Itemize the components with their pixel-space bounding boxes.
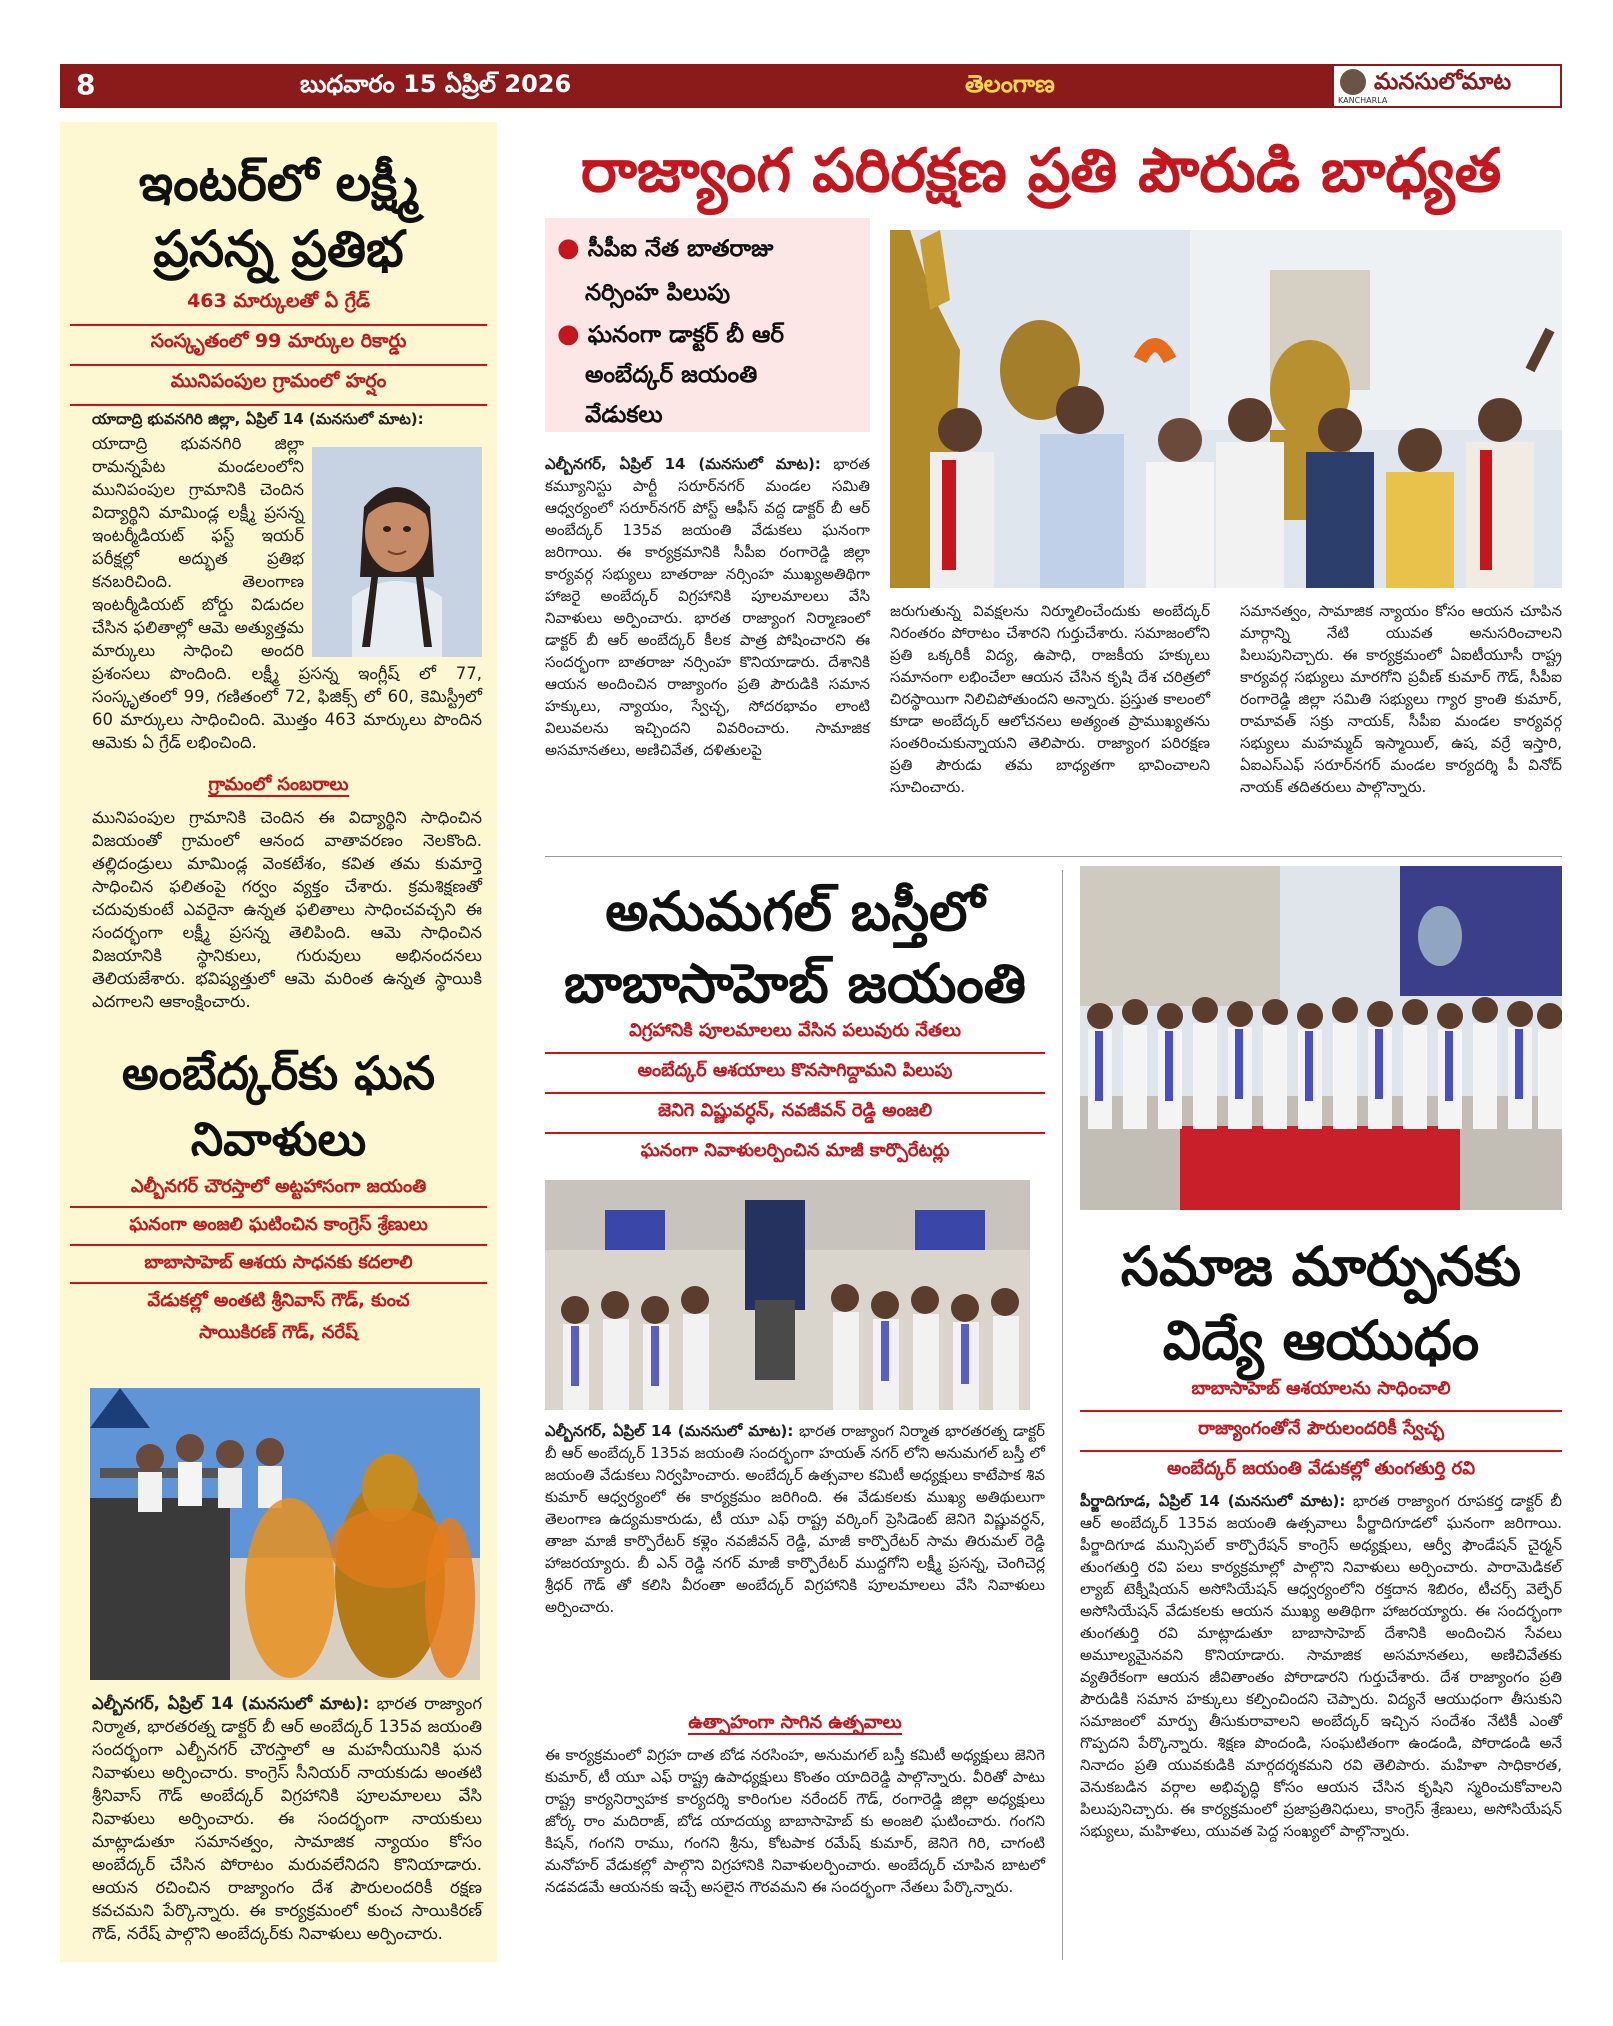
bullet-text: ఘనంగా డాక్టర్ బీ ఆర్: [587, 322, 785, 348]
bullet-icon: ●: [557, 233, 580, 263]
story1-body: [92, 432, 482, 754]
photo-spacer: [304, 432, 482, 658]
story1-sub: సంస్కృతంలో 99 మార్కుల రికార్డు: [150, 330, 407, 352]
top-story-col1: [545, 453, 870, 761]
bullet-text: వేడుకలు: [585, 402, 663, 428]
story1-paragraph: యాదాద్రి భువనగిరి జిల్లా రామన్నపేట మండలంలోని మునిపంపుల గ్రామానికి చెందిన విద్యార్థిని మామిండ్ల లక్ష్మీ ప్రసన్న ఇంటర్మీడియట్ ఫస్ట్ ఇయర్ పరీక్షల్లో అద్భుత ప్రతిభ కనబరిచింది. తెలంగాణ ఇంటర్మీడియట్ బోర్డు విడుదల చేసిన ఫలితాల్లో ఆమె అత్యుత్తమ మార్కులు సాధించి అందరి ప్రశంసలు పొందింది. లక్ష్మీ ప్రసన్న ఇంగ్లీష్ లో 77, సంస్కృతంలో 99, గణితంలో 72, ఫిజిక్స్ లో 60, కెమిస్ట్రీలో 60 మార్కులు సాధించింది. మొత్తం 463 మార్కులు పొందిన ఆమెకు ఏ గ్రేడ్ లభించింది.: [92, 434, 482, 752]
top-story-paragraph: భారత కమ్యూనిస్టు పార్టీ సరూర్‌నగర్ మండల సమితి ఆధ్వర్యంలో సరూర్‌నగర్ పోస్ట్ ఆఫీస్ వద్ద డాక్టర్ బీ ఆర్ అంబేద్కర్ 135వ జయంతి వేడుకలు ఘనంగా జరిగాయి. ఈ కార్యక్రమానికి సీపీఐ రంగారెడ్డి జిల్లా కార్యవర్గ సభ్యులు బాతరాజు నర్సింహ ముఖ్యఅతిథిగా హాజరై అంబేద్కర్ విగ్రహానికి పూలమాలలు వేసి నివాళులు అర్పించారు. భారత రాజ్యాంగ నిర్మాణంలో డాక్టర్ బీ ఆర్ అంబేద్కర్ కీలక పాత్ర పోషించారని ఈ సందర్భంగా బాతరాజు నర్సింహ కొనియాడారు. దేశానికి ఆయన అందించిన రాజ్యాంగం ప్రతి పౌరుడికి సమాన హక్కులు, న్యాయం, స్వేచ్ఛ, సోదరభావం లాంటి విలువలను ఇచ్చిందని వివరించారు. సామాజిక అసమానతలు, అణిచివేత, దళితులపై: [545, 455, 870, 759]
story1-byline: యాదాద్రి భువనగిరి జిల్లా, ఏప్రిల్ 14 (మనసులో మాట):: [92, 410, 424, 428]
mid-headline-line1: అనుమగల్ బస్తీలో: [605, 880, 985, 943]
story2-headline-line2: నివాళులు: [190, 1112, 367, 1166]
section-name: తెలంగాణ: [965, 70, 1055, 98]
mid-subhead-text: ఉత్సాహంగా సాగిన ఉత్సవాలు: [688, 1712, 902, 1733]
page-number: 8: [76, 68, 96, 101]
story2-sub: ఘనంగా అంజలి ఘటించిన కాంగ్రెస్ శ్రేణులు: [129, 1214, 428, 1235]
mid-body1: [545, 1420, 1045, 1618]
mid-body2: ఈ కార్యక్రమంలో విగ్రహ దాత బోడ నరసింహ, అనుమగల్ బస్తీ కమిటీ అధ్యక్షులు జెనిగె కుమార్, టీ యూ ఎఫ్ రాష్ట్ర ఉపాధ్యక్షులు కొంతం యాదిరెడ్డి పాల్గొన్నారు. వీరితో పాటు రాష్ట్ర కార్యనిర్వాహక కార్యదర్శి కారింగుల నరేందర్ గౌడ్, రంగారెడ్డి జిల్లా అధ్యక్షులు జోర్క రాం మదిరాజ్, బోడ యాదయ్య బాబాసాహెబ్ కు అంజలి ఘటించారు. గంగని కిషన్, గంగని రాము, గంగని శ్రీను, కోటపాక రమేష్ కుమార్, జెనిగె గిరి, చాగంటి మనోహర్ వేడుకల్లో పాల్గొని విగ్రహానికి నివాళులర్పించారు. అంబేద్కర్ చూపిన బాటలో నడవడమే ఆయనకు ఇచ్చే అసలైన గౌరవమని ఈ సందర్భంగా నేతలు పేర్కొన్నారు.: [545, 1746, 1045, 1896]
right-headline-line1: సమాజ మార్పునకు: [1120, 1235, 1522, 1298]
mid-headline: [545, 876, 1045, 1020]
right-sub: అంబేద్కర్ జయంతి వేడుకల్లో తుంగతుర్తి రవి: [1166, 1458, 1476, 1479]
page-header: [60, 64, 1562, 108]
bullet-text: నర్సింహ పిలుపు: [585, 280, 731, 306]
mid-sub: విగ్రహానికి పూలమాలలు వేసిన పలువురు నేతలు: [629, 1020, 961, 1041]
story2-headline-line1: అంబేద్కర్‌కు ఘన: [121, 1046, 436, 1100]
divider: [545, 1092, 1045, 1094]
top-story-col2: జరుగుతున్న వివక్షలను నిర్మూలించేందుకు అంబేద్కర్ నిరంతరం పోరాటం చేశారని గుర్తుచేశారు. సమాజంలోని ప్రతి ఒక్కరికీ విద్య, ఉపాధి, రాజకీయ హక్కులు సమానంగా లభించేలా ఆయన చేసిన కృషి దేశ చరిత్రలో చిరస్థాయిగా నిలిచిపోతుందని అన్నారు. ప్రస్తుత కాలంలో కూడా అంబేద్కర్ ఆలోచనలు అత్యంత ప్రాముఖ్యతను సంతరించుకున్నాయని తెలిపారు. రాజ్యాంగ పరిరక్షణ ప్రతి పౌరుడు తమ బాధ్యతగా భావించాలని సూచించారు.: [890, 602, 1210, 796]
right-subheads: [1080, 1378, 1562, 1490]
divider: [70, 1244, 487, 1246]
mid-paragraph: భారత రాజ్యాంగ నిర్మాత భారతరత్న డాక్టర్ బీ ఆర్ అంబేద్కర్ 135వ జయంతి సందర్భంగా హయత్ నగర్ లోని అనుమగల్ బస్తీ లో జయంతి వేడుకలు నిర్వహించారు. అంబేద్కర్ ఉత్సవాల కమిటీ అధ్యక్షులు కాటేపాక శివ కుమార్ ఆధ్వర్యంలో ఈ కార్యక్రమం జరిగింది. ఈ వేడుకలకు ముఖ్య అతిథులుగా తెలంగాణ ఉద్యమకారుడు, టీ యూ ఎఫ్ రాష్ట్ర వర్కింగ్ ప్రెసిడెంట్ జెనిగె విష్ణువర్ధన్, తాజా మాజీ కార్పొరేటర్ కళ్లెం నవజీవన్ రెడ్డి, మాజీ కార్పొరేటర్ సామ తిరుమల్ రెడ్డి హాజరయ్యారు. బీ ఎన్ రెడ్డి నగర్ మాజీ కార్పొరేటర్ ముద్దగోని లక్ష్మీ ప్రసన్న, చెంగిచెర్ల శ్రీధర్ గౌడ్ తో కలిసి వీరంతా అంబేద్కర్ విగ్రహానికి పూలమాలలు వేసి నివాళులు అర్పించారు.: [545, 1422, 1045, 1616]
right-headline-line2: విద్యే ఆయుధం: [1162, 1309, 1480, 1372]
highlight-bullet-2: [557, 314, 784, 435]
bullet-text: అంబేద్కర్ జయంతి: [585, 362, 758, 388]
story1-sub: మునిపంపుల గ్రామంలో హర్షం: [170, 370, 387, 392]
divider: [1062, 870, 1063, 1960]
peerzadiguda-event-photo: [1080, 866, 1562, 1210]
story1-subheads: [70, 290, 487, 406]
story2-body: [92, 1692, 482, 1945]
story2-paragraph: భారత రాజ్యాంగ నిర్మాత, భారతరత్న డాక్టర్ బీ ఆర్ అంబేద్కర్ 135వ జయంతి సందర్భంగా ఎల్బీనగర్ చౌరస్తాలో ఆ మహనీయునికి ఘన నివాళులు అర్పించారు. కాంగ్రెస్ సీనియర్ నాయకుడు అంతటి శ్రీనివాస్ గౌడ్ అంబేద్కర్ విగ్రహానికి పూలమాలలు వేసి నివాళులు అర్పించారు. ఈ సందర్భంగా నాయకులు మాట్లాడుతూ సమానత్వం, సామాజిక న్యాయం కోసం అంబేద్కర్ చేసిన పోరాటం మరువలేనిదని కొనియాడారు. ఆయన రచించిన రాజ్యాంగం దేశ పౌరులందరికీ రక్షణ కవచమని పేర్కొన్నారు. ఈ కార్యక్రమంలో కుంచ సాయికిరణ్ గౌడ్, నరేష్ పాల్గొని అంబేద్కర్‌కు నివాళులు అర్పించారు.: [92, 1694, 483, 1943]
right-paragraph: భారత రాజ్యాంగ రూపకర్త డాక్టర్ బీ ఆర్ అంబేద్కర్ 135వ జయంతి ఉత్సవాలు పీర్జాదిగూడలో ఘనంగా జరిగాయి. పీర్జాదిగూడ మున్సిపల్ కార్పొరేషన్ కాంగ్రెస్ అధ్యక్షులు, ఆర్వీ ఫౌండేషన్ చైర్మన్ తుంగతుర్తి రవి పలు కార్యక్రమాల్లో పాల్గొని నివాళులు అర్పించారు. పారామెడికల్ ల్యాబ్ టెక్నీషియన్ అసోసియేషన్ ఆధ్వర్యంలోని రక్తదాన శిబిరం, టీచర్స్ వెల్ఫేర్ అసోసియేషన్ వేడుకలకు ఆయన ముఖ్య అతిథిగా హాజరయ్యారు. ఈ సందర్భంగా తుంగతుర్తి రవి మాట్లాడుతూ బాబాసాహెబ్ దేశానికి అందించిన సేవలు అమూల్యమైనవని కొనియాడారు. సామాజిక అసమానతలు, అణిచివేతకు వ్యతిరేకంగా ఆయన జీవితాంతం పోరాడారని గుర్తుచేశారు. దేశ రాజ్యాంగం ప్రతి పౌరుడికి సమాన హక్కులు కల్పించిందని చెప్పారు. విద్యనే ఆయుధంగా తీసుకుని సమాజంలో మార్పు తీసుకురావాలని అంబేద్కర్ ఇచ్చిన సందేశం నేటికీ ఎంతో గొప్పదని పేర్కొన్నారు. శిక్షణ పొందండి, సంఘటితంగా ఉండండి, పోరాడండి అనే నినాదం ప్రతి యువకుడికి మార్గదర్శకమని రవి తెలిపారు. మహిళా సాధికారత, వెనుకబడిన వర్గాల అభివృద్ధి కోసం ఆయన చేసిన కృషిని స్మరించుకోవాలని పిలుపునిచ్చారు. ఈ కార్యక్రమంలో ప్రజాప్రతినిధులు, కాంగ్రెస్ శ్రేణులు, అసోసియేషన్ సభ్యులు, మహిళలు, యువత పెద్ద సంఖ్యలో పాల్గొన్నారు.: [1080, 1492, 1562, 1840]
story1-body2: మునిపంపుల గ్రామానికి చెందిన ఈ విద్యార్థిని సాధించిన విజయంతో గ్రామంలో ఆనంద వాతావరణం నెలకొంది. తల్లిదండ్రులు మామిండ్ల వెంకటేశం, కవిత తమ కుమార్తె సాధించిన ఫలితంపై గర్వం వ్యక్తం చేశారు. క్రమశిక్షణతో చదువుకుంటే ఎవరైనా ఉన్నత ఫలితాలు సాధించవచ్చని ఈ సందర్భంగా లక్ష్మీ ప్రసన్న తెలిపింది. ఆమె సాధించిన విజయానికి స్థానికులు, గురువులు అభినందనలు తెలియజేశారు. భవిష్యత్తులో ఆమె మరింత ఉన్నత స్థాయికి ఎదగాలని ఆకాంక్షించారు.: [92, 808, 482, 1011]
story1-subhead-text: గ్రామంలో సంబరాలు: [208, 774, 349, 795]
right-sub: రాజ్యాంగంతోనే పౌరులందరికీ స్వేచ్ఛ: [1198, 1418, 1444, 1439]
story2-sub: ఎల్బీనగర్ చౌరస్తాలో అట్టహాసంగా జయంతి: [130, 1176, 427, 1197]
right-headline: [1080, 1230, 1562, 1378]
divider: [70, 1206, 487, 1208]
mid-sub: జెనిగె విష్ణువర్ధన్, నవజీవన్ రెడ్డి అంజలి: [657, 1100, 933, 1121]
mid-sub: అంబేద్కర్ ఆశయాలు కొనసాగిద్దామని పిలుపు: [637, 1060, 953, 1081]
divider: [545, 1132, 1045, 1134]
brand-logo[interactable]: [1332, 64, 1562, 108]
brand-name: మనసులోమాట: [1374, 69, 1512, 95]
story2-headline: [70, 1040, 487, 1172]
story1-subhead: [70, 774, 487, 799]
story1-headline: [70, 150, 487, 282]
story1-headline-line2: ప్రసన్న ప్రతిభ: [153, 220, 404, 278]
bullet-text: సీపీఐ నేత బాతరాజు: [587, 236, 774, 262]
right-sub: బాబాసాహెబ్ ఆశయాలను సాధించాలి: [1191, 1378, 1451, 1399]
mid-subheads: [545, 1020, 1045, 1172]
story2-sub: సాయికిరణ్ గౌడ్, నరేష్: [199, 1322, 358, 1343]
top-story-col3: సమానత్వం, సామాజిక న్యాయం కోసం ఆయన చూపిన మార్గాన్ని నేటి యువత అనుసరించాలని పిలుపునిచ్చారు. ఈ కార్యక్రమంలో ఏఐటీయూసీ రాష్ట్ర కార్యవర్గ సభ్యులు మారగోని ప్రవీణ్ కుమార్ గౌడ్, సీపీఐ రంగారెడ్డి జిల్లా సమితి సభ్యులు గ్యార క్రాంతి కుమార్, రామావత్ సక్రు నాయక్, సీపీఐ మండల కార్యవర్గ సభ్యులు మహమ్మద్ ఇస్మాయిల్, ఉష, వర్రే ఇస్తారి, ఏఐఎస్ఎఫ్ సరూర్‌నగర్ మండల కార్యదర్శి పీ వినోద్ నాయక్ తదితరులు పాల్గొన్నారు.: [1240, 602, 1562, 796]
top-headline: రాజ్యాంగ పరిరక్షణ ప్రతి పౌరుడి బాధ్యత: [580, 136, 1502, 206]
divider: [545, 856, 1562, 857]
right-body: [1080, 1490, 1562, 1842]
mid-sub: ఘనంగా నివాళులర్పించిన మాజీ కార్పొరేటర్లు: [640, 1140, 950, 1161]
divider: [1080, 1450, 1562, 1452]
story2-byline: ఎల్బీనగర్, ఏప్రిల్ 14 (మనసులో మాట):: [92, 1694, 370, 1713]
ambedkar-statue-photo: [90, 1388, 480, 1680]
cpi-leaders-photo: [890, 230, 1562, 588]
story2-subheads: [70, 1176, 487, 1352]
brand-sub: KANCHARLA: [1338, 96, 1388, 105]
divider: [70, 1282, 487, 1284]
story2-sub: బాబాసాహెబ్ ఆశయ సాధనకు కదలాలి: [144, 1252, 413, 1273]
mid-subhead: [545, 1712, 1045, 1737]
highlight-bullet-1: [557, 226, 773, 315]
mid-headline-line2: బాబాసాహెబ్ జయంతి: [563, 952, 1027, 1015]
bullet-icon: ●: [557, 319, 580, 349]
mid-byline: ఎల్బీనగర్, ఏప్రిల్ 14 (మనసులో మాట):: [545, 1422, 794, 1440]
top-story-byline: ఎల్బీనగర్, ఏప్రిల్ 14 (మనసులో మాట):: [545, 455, 821, 473]
issue-date: బుధవారం 15 ఏప్రిల్ 2026: [300, 70, 572, 98]
avatar: [1340, 69, 1366, 95]
divider: [70, 404, 487, 406]
divider: [70, 324, 487, 326]
story1-sub: 463 మార్కులతో ఏ గ్రేడ్: [187, 290, 370, 312]
divider: [70, 364, 487, 366]
story1-headline-line1: ఇంటర్‌లో లక్ష్మీ: [138, 154, 419, 212]
divider: [1080, 1410, 1562, 1412]
divider: [545, 1052, 1045, 1054]
right-byline: పీర్జాదిగూడ, ఏప్రిల్ 14 (మనసులో మాట):: [1080, 1492, 1346, 1510]
top-story-highlight-box: [545, 218, 870, 432]
anumagal-event-photo: [545, 1180, 1030, 1410]
story2-sub: వేడుకల్లో అంతటి శ్రీనివాస్ గౌడ్, కుంచ: [147, 1290, 410, 1311]
